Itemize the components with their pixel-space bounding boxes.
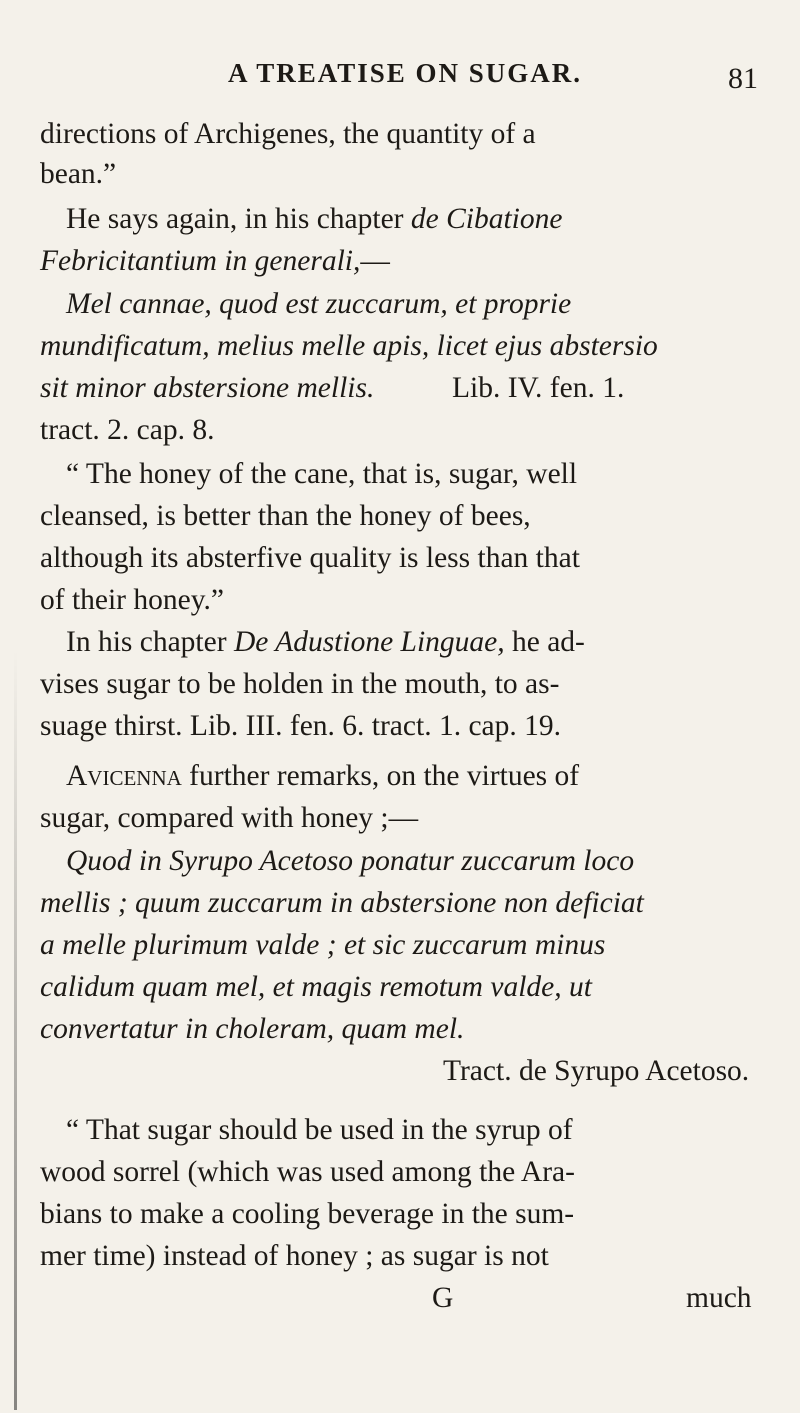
latin-line: a melle plurimum valde ; et sic zuccarum minus	[40, 929, 606, 961]
latin-line: Quod in Syrupo Acetoso ponatur zuccarum loco	[66, 845, 635, 877]
text-span: further remarks, on the virtues of	[181, 760, 580, 792]
text-line: bians to make a cooling beverage in the sum-	[40, 1198, 575, 1230]
text-line	[66, 762, 579, 792]
latin-line: mellis ; quum zuccarum in abstersione non deficiat	[40, 887, 644, 919]
text-line: “ The honey of the cane, that is, sugar, well	[66, 458, 578, 490]
text-line: “ That sugar should be used in the syrup of	[66, 1114, 573, 1146]
italic-span: sit minor abstersione mellis.	[40, 372, 375, 404]
text-span: he ad-	[504, 626, 585, 658]
text-span: He says again, in his chapter	[66, 203, 411, 235]
signature-mark: G	[432, 1282, 454, 1314]
text-line: cleansed, is better than the honey of bees,	[40, 500, 531, 532]
latin-line: convertatur in choleram, quam mel.	[40, 1013, 465, 1045]
text-line: of their honey.”	[40, 584, 225, 616]
text-line: wood sorrel (which was used among the Ara-	[40, 1156, 575, 1188]
text-line: sugar, compared with honey ;—	[40, 802, 419, 834]
page-number: 81	[728, 62, 758, 95]
dash: —	[360, 245, 390, 277]
latin-line: Mel cannae, quod est zuccarum, et proprie	[66, 288, 572, 320]
gutter-shadow	[14, 650, 17, 1410]
text-line: vises sugar to be holden in the mouth, to as-	[40, 668, 560, 700]
citation: Lib. IV. fen. 1.	[452, 372, 625, 404]
text-line	[66, 205, 562, 235]
text-span: In his chapter	[66, 626, 234, 658]
text-line: suage thirst. Lib. III. fen. 6. tract. 1. cap. 19.	[40, 710, 562, 742]
text-line: directions of Archigenes, the quantity of a	[40, 118, 536, 150]
author-name: Avicenna	[66, 760, 182, 792]
latin-line: calidum quam mel, et magis remotum valde, ut	[40, 971, 592, 1003]
text-line: although its absterfive quality is less than that	[40, 542, 580, 574]
catchword: much	[686, 1282, 752, 1314]
latin-line: mundificatum, melius melle apis, licet ejus abstersio	[40, 330, 658, 362]
citation: Tract. de Syrupo Acetoso.	[443, 1055, 750, 1087]
italic-span: De Adustione Linguae,	[233, 626, 505, 658]
italic-span: Febricitantium in generali,	[40, 245, 361, 277]
text-line	[40, 372, 625, 404]
citation: tract. 2. cap. 8.	[40, 414, 215, 446]
italic-span: de Cibatione	[410, 203, 563, 235]
text-line: mer time) instead of honey ; as sugar is not	[40, 1240, 549, 1272]
text-line	[66, 628, 585, 658]
text-line: bean.”	[40, 158, 117, 190]
text-line	[40, 247, 390, 277]
running-head: A TREATISE ON SUGAR.	[227, 58, 583, 88]
